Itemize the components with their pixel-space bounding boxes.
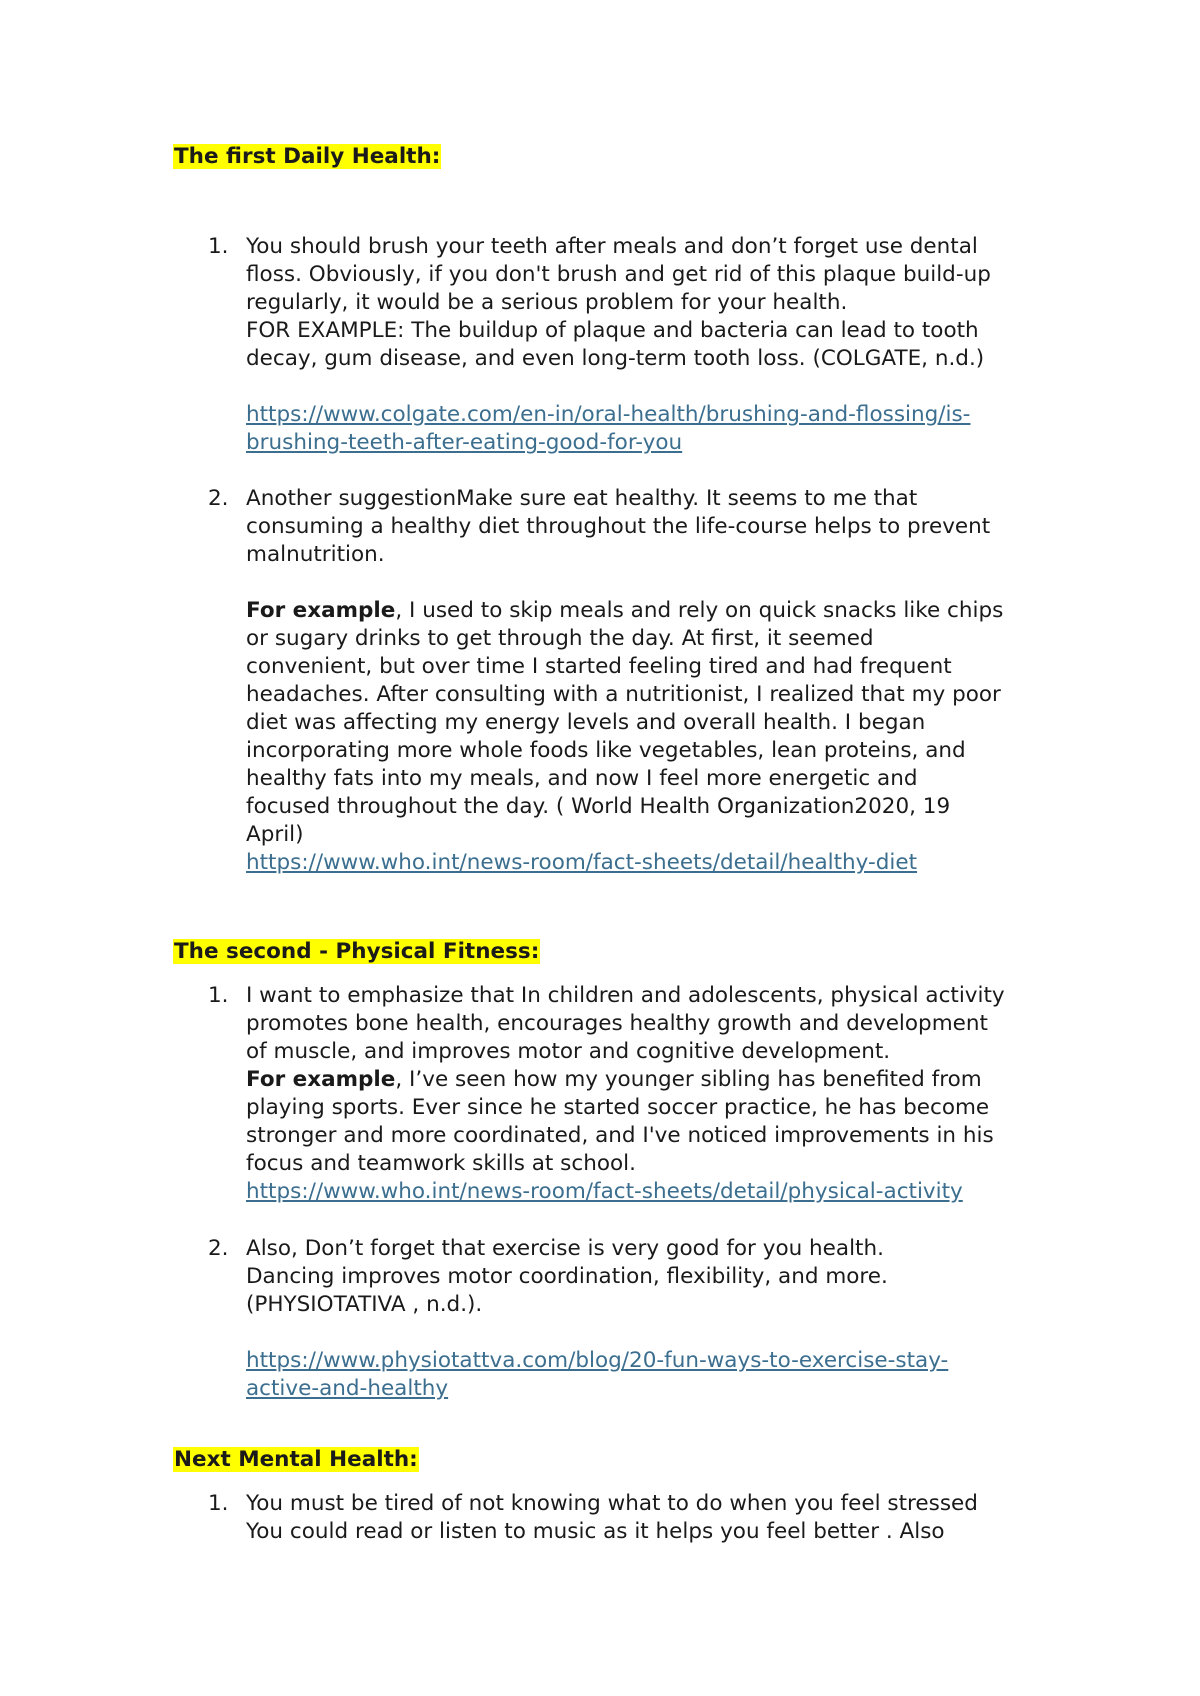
paragraph-line: (PHYSIOTATIVA , n.d.). (246, 1292, 483, 1317)
paragraph-line: Another suggestionMake sure eat healthy. It seems to me that (246, 486, 918, 511)
list-number: 1. (208, 1491, 229, 1516)
example-label: For example (246, 1067, 396, 1092)
paragraph-line: playing sports. Ever since he started soccer practice, he has become (246, 1095, 990, 1120)
physiotattva-link-continued[interactable]: active-and-healthy (246, 1376, 449, 1401)
paragraph-line: regularly, it would be a serious problem for your health. (246, 290, 848, 315)
paragraph-line: headaches. After consulting with a nutritionist, I realized that my poor (246, 682, 1001, 707)
list-number: 2. (208, 1236, 229, 1261)
paragraph-line: focused throughout the day. ( World Health Organization2020, 19 (246, 794, 951, 819)
list-number: 1. (208, 234, 229, 259)
paragraph-line: stronger and more coordinated, and I've noticed improvements in his (246, 1123, 994, 1148)
example-line: For example, I used to skip meals and rely on quick snacks like chips (246, 598, 1004, 623)
paragraph-line: convenient, but over time I started feeling tired and had frequent (246, 654, 952, 679)
paragraph-line: You must be tired of not knowing what to do when you feel stressed (246, 1491, 978, 1516)
paragraph-line: focus and teamwork skills at school. (246, 1151, 636, 1176)
physiotattva-link[interactable]: https://www.physiotattva.com/blog/20-fun-ways-to-exercise-stay- (246, 1348, 949, 1373)
example-line: For example, I’ve seen how my younger sibling has benefited from (246, 1067, 982, 1092)
paragraph-line: Also, Don’t forget that exercise is very good for you health. (246, 1236, 884, 1261)
section-heading-mental-health: Next Mental Health: (174, 1447, 418, 1472)
paragraph-line: malnutrition. (246, 542, 385, 567)
paragraph-line: FOR EXAMPLE: The buildup of plaque and bacteria can lead to tooth (246, 318, 979, 343)
colgate-link[interactable]: https://www.colgate.com/en-in/oral-health/brushing-and-flossing/is- (246, 402, 971, 427)
paragraph-line: or sugary drinks to get through the day. At first, it seemed (246, 626, 874, 651)
paragraph-line: consuming a healthy diet throughout the life-course helps to prevent (246, 514, 991, 539)
section-heading-physical-fitness: The second - Physical Fitness: (174, 939, 540, 964)
paragraph-line: of muscle, and improves motor and cognitive development. (246, 1039, 891, 1064)
example-label: For example (246, 598, 396, 623)
paragraph-line: decay, gum disease, and even long-term tooth loss. (COLGATE, n.d.) (246, 346, 985, 371)
colgate-link-continued[interactable]: brushing-teeth-after-eating-good-for-you (246, 430, 683, 455)
paragraph-line: incorporating more whole foods like vegetables, lean proteins, and (246, 738, 966, 763)
paragraph-line: I want to emphasize that In children and adolescents, physical activity (246, 983, 1005, 1008)
list-number: 1. (208, 983, 229, 1008)
paragraph-line: You should brush your teeth after meals and don’t forget use dental (246, 234, 978, 259)
paragraph-line: You could read or listen to music as it helps you feel better . Also (246, 1519, 945, 1544)
who-healthy-diet-link[interactable]: https://www.who.int/news-room/fact-sheets/detail/healthy-diet (246, 850, 918, 875)
paragraph-line: diet was affecting my energy levels and overall health. I began (246, 710, 926, 735)
paragraph-line: Dancing improves motor coordination, flexibility, and more. (246, 1264, 888, 1289)
paragraph-line: promotes bone health, encourages healthy growth and development (246, 1011, 988, 1036)
paragraph-line: floss. Obviously, if you don't brush and get rid of this plaque build-up (246, 262, 991, 287)
list-number: 2. (208, 486, 229, 511)
paragraph-line: April) (246, 822, 304, 847)
who-physical-activity-link[interactable]: https://www.who.int/news-room/fact-sheets/detail/physical-activity (246, 1179, 963, 1204)
paragraph-line: healthy fats into my meals, and now I feel more energetic and (246, 766, 918, 791)
section-heading-daily-health: The first Daily Health: (174, 144, 441, 169)
